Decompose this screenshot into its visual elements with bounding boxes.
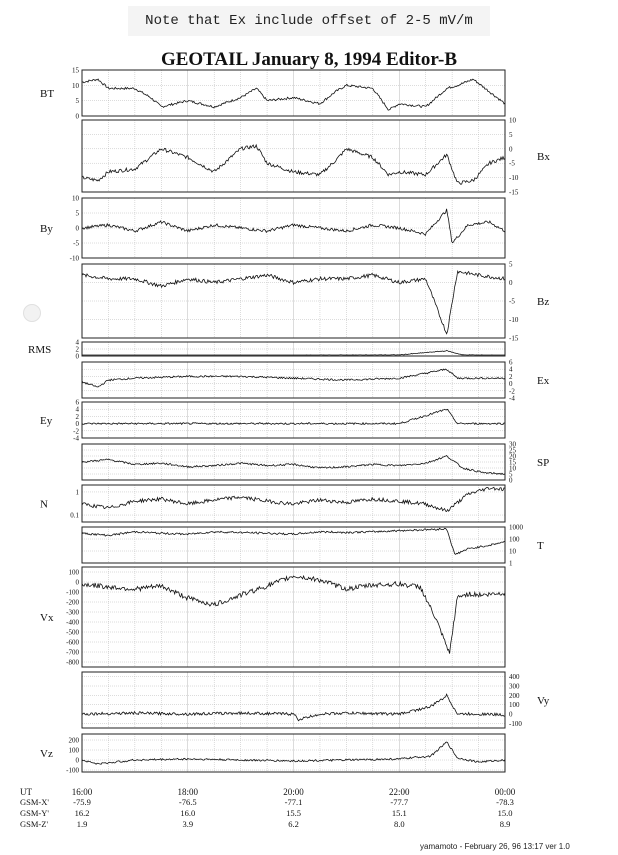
t-tick-label: 100 (509, 535, 520, 544)
by-tick-label: -5 (73, 239, 79, 248)
orbit-row-label: GSM-Z' (20, 819, 48, 829)
sp-tick-label: 5 (509, 470, 513, 479)
vy-tick-label: 100 (509, 701, 520, 710)
orbit-row-label: GSM-X' (20, 797, 49, 807)
orbit-value: 15.5 (286, 808, 301, 818)
vy-tick-label: -100 (509, 719, 522, 728)
by-panel-label: By (40, 223, 53, 235)
vz-tick-label: 0 (75, 756, 79, 765)
vx-tick-label: -800 (66, 658, 79, 667)
footer-credit: yamamoto - February 26, 96 13:17 ver 1.0 (420, 842, 570, 851)
ex-panel-label: Ex (537, 375, 550, 387)
ey-tick-label: -2 (73, 427, 79, 436)
vx-tick-label: 0 (75, 578, 79, 587)
sp-tick-label: 15 (509, 458, 516, 467)
vz-tick-label: 200 (68, 736, 79, 745)
by-tick-label: 10 (72, 194, 79, 203)
orbit-value: -78.3 (496, 797, 514, 807)
by-tick-label: 0 (75, 224, 79, 233)
vx-tick-label: -200 (66, 598, 79, 607)
bx-tick-label: -15 (509, 188, 519, 197)
orbit-row-label: GSM-Y' (20, 808, 49, 818)
vx-tick-label: 100 (68, 568, 79, 577)
vx-tick-label: -100 (66, 588, 79, 597)
bz-panel-label: Bz (537, 296, 550, 308)
bx-tick-label: -10 (509, 174, 519, 183)
sp-tick-label: 30 (509, 440, 516, 449)
orbit-value: -76.5 (178, 797, 197, 807)
ut-tick-label: 20:00 (283, 787, 304, 797)
ex-tick-label: 6 (509, 358, 513, 367)
vz-tick-label: 100 (68, 746, 79, 755)
ey-panel-label: Ey (40, 415, 53, 427)
ut-tick-label: 18:00 (177, 787, 199, 797)
by-tick-label: -10 (69, 254, 79, 263)
bt-tick-label: 5 (75, 97, 79, 106)
vx-tick-label: -300 (66, 608, 79, 617)
vz-panel-label: Vz (40, 748, 53, 760)
by-tick-label: 5 (75, 209, 79, 218)
vx-tick-label: -400 (66, 618, 79, 627)
vy-panel-label: Vy (537, 695, 550, 707)
vz-tick-label: -100 (66, 766, 79, 775)
bt-tick-label: 15 (72, 66, 79, 75)
vx-panel-label: Vx (40, 612, 54, 624)
orbit-value: 16.0 (180, 808, 196, 818)
orbit-value: -77.1 (284, 797, 303, 807)
orbit-value: 3.9 (182, 819, 194, 829)
bx-tick-label: -5 (509, 159, 515, 168)
vx-tick-label: -500 (66, 628, 79, 637)
orbit-value: 6.2 (288, 819, 299, 829)
t-tick-label: 1 (509, 559, 513, 568)
ey-tick-label: 0 (75, 420, 79, 429)
bt-tick-label: 0 (75, 112, 79, 121)
sp-panel-label: SP (537, 457, 550, 469)
orbit-value: 1.9 (76, 819, 88, 829)
t-tick-label: 1000 (509, 523, 523, 532)
orbit-value: 8.0 (393, 819, 405, 829)
vx-tick-label: -700 (66, 648, 79, 657)
bx-tick-label: 10 (509, 116, 516, 125)
sp-tick-label: 25 (509, 446, 516, 455)
vy-tick-label: 0 (509, 710, 513, 719)
n-tick-label: 0.1 (70, 511, 79, 520)
rms-tick-label: 2 (75, 345, 79, 354)
ut-tick-label: 22:00 (388, 787, 410, 797)
orbit-value: 15.1 (391, 808, 407, 818)
rms-tick-label: 4 (75, 338, 79, 347)
ey-tick-label: 6 (75, 398, 79, 407)
bz-tick-label: 5 (509, 260, 513, 269)
ut-tick-label: 00:00 (494, 787, 516, 797)
ex-tick-label: 4 (509, 365, 513, 374)
ex-tick-label: -4 (509, 394, 515, 403)
vx-tick-label: -600 (66, 638, 79, 647)
ut-axis-label: UT (20, 787, 32, 797)
orbit-value: 16.2 (74, 808, 90, 818)
sp-tick-label: 20 (509, 452, 516, 461)
orbit-value: -77.7 (390, 797, 409, 807)
bt-tick-label: 10 (72, 81, 79, 90)
chart-title: GEOTAIL January 8, 1994 Editor-B (160, 49, 458, 70)
n-tick-label: 1 (75, 488, 79, 497)
ex-tick-label: 0 (509, 380, 513, 389)
ey-tick-label: 4 (75, 405, 79, 414)
bt-panel-label: BT (40, 88, 55, 100)
t-tick-label: 10 (509, 547, 516, 556)
bx-panel-label: Bx (537, 151, 550, 163)
vy-tick-label: 200 (509, 691, 520, 700)
n-panel-label: N (40, 498, 48, 511)
offset-note: Note that Ex include offset of 2-5 mV/m (128, 6, 490, 36)
ey-tick-label: -4 (73, 434, 79, 443)
ex-tick-label: -2 (509, 387, 515, 396)
t-panel-label: T (537, 540, 544, 552)
rms-tick-label: 0 (75, 352, 79, 361)
rms-panel-label: RMS (28, 344, 52, 356)
vy-tick-label: 400 (509, 673, 520, 682)
bx-tick-label: 5 (509, 130, 513, 139)
bz-tick-label: 0 (509, 279, 513, 287)
vy-tick-label: 300 (509, 682, 520, 691)
bz-tick-label: -15 (509, 334, 519, 343)
ut-tick-label: 16:00 (71, 787, 93, 797)
orbit-value: 8.9 (499, 819, 511, 829)
bx-tick-label: 0 (509, 145, 513, 154)
sp-tick-label: 10 (509, 464, 516, 473)
sp-tick-label: 0 (509, 476, 513, 485)
ey-tick-label: 2 (75, 412, 79, 421)
orbit-value: 15.0 (497, 808, 513, 818)
bz-tick-label: -5 (509, 297, 515, 306)
bz-tick-label: -10 (509, 316, 519, 324)
orbit-value: -75.9 (73, 797, 91, 807)
ex-tick-label: 2 (509, 372, 513, 381)
